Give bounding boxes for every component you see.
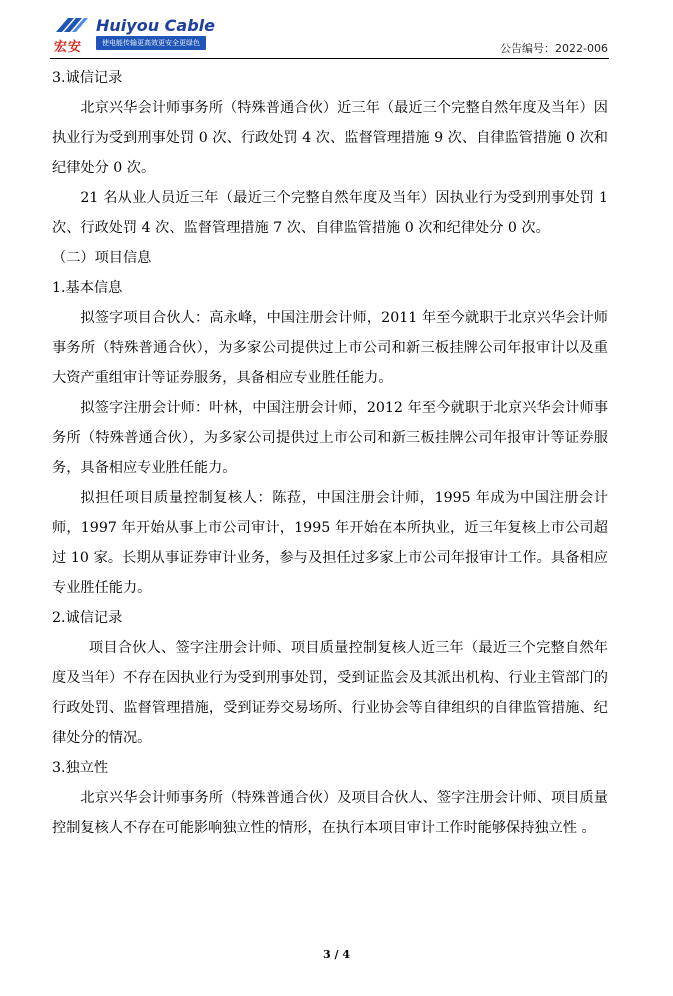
logo-slogan: 使电能传输更高效更安全更绿色 [96, 36, 206, 50]
section-heading: 2.诚信记录 [52, 610, 123, 626]
logo-chinese-name: 宏安 [54, 40, 83, 55]
paragraph: 拟签字项目合伙人：高永峰，中国注册会计师，2011 年至今就职于北京兴华会计师事务所（特殊普通合伙），为多家公司提供过上市公司和新三板挂牌公司年报审计以及重大资产重组审计等证券服务，具备相应专业胜任能力。 [52, 310, 608, 386]
page-number: 3 / 4 [323, 948, 350, 961]
paragraph: 北京兴华会计师事务所（特殊普通合伙）及项目合伙人、签字注册会计师、项目质量控制复核人不存在可能影响独立性的情形，在执行本项目审计工作时能够保持独立性 。 [52, 790, 608, 836]
notice-number: 公告编号：2022-006 [500, 42, 608, 55]
section-heading: 1.基本信息 [52, 280, 123, 296]
company-logo [52, 14, 215, 55]
section-heading: （二）项目信息 [52, 250, 152, 266]
paragraph: 北京兴华会计师事务所（特殊普通合伙）近三年（最近三个完整自然年度及当年）因执业行为受到刑事处罚 0 次、行政处罚 4 次、监督管理措施 9 次、自律监管措施 0 次和纪律处分 0 次。 [52, 100, 608, 176]
paragraph: 拟签字注册会计师：叶林，中国注册会计师，2012 年至今就职于北京兴华会计师事务所（特殊普通合伙），为多家公司提供过上市公司和新三板挂牌公司年报审计等证券服务，具备相应专业胜任能力。 [52, 400, 608, 476]
logo-brand-name: Huiyou Cable [96, 16, 215, 35]
section-heading: 3.诚信记录 [52, 70, 123, 86]
paragraph: 21 名从业人员近三年（最近三个完整自然年度及当年）因执业行为受到刑事处罚 1 次、行政处罚 4 次、监督管理措施 7 次、自律监管措施 0 次和纪律处分 0 次。 [52, 190, 608, 236]
header-divider [50, 58, 609, 59]
paragraph: 拟担任项目质量控制复核人：陈菈，中国注册会计师，1995 年成为中国注册会计师，1997 年开始从事上市公司审计，1995 年开始在本所执业，近三年复核上市公司超过 10 家。长期从事证券审计业务，参与及担任过多家上市公司年报审计工作。具备相应专业胜任能力。 [52, 490, 608, 596]
page-header [0, 0, 673, 60]
document-body [52, 63, 608, 843]
section-heading: 3.独立性 [52, 760, 109, 776]
paragraph: 项目合伙人、签字注册会计师、项目质量控制复核人近三年（最近三个完整自然年度及当年）不存在因执业行为受到刑事处罚，受到证监会及其派出机构、行业主管部门的行政处罚、监督管理措施，受到证券交易场所、行业协会等自律组织的自律监管措施、纪律处分的情况。 [52, 640, 608, 746]
